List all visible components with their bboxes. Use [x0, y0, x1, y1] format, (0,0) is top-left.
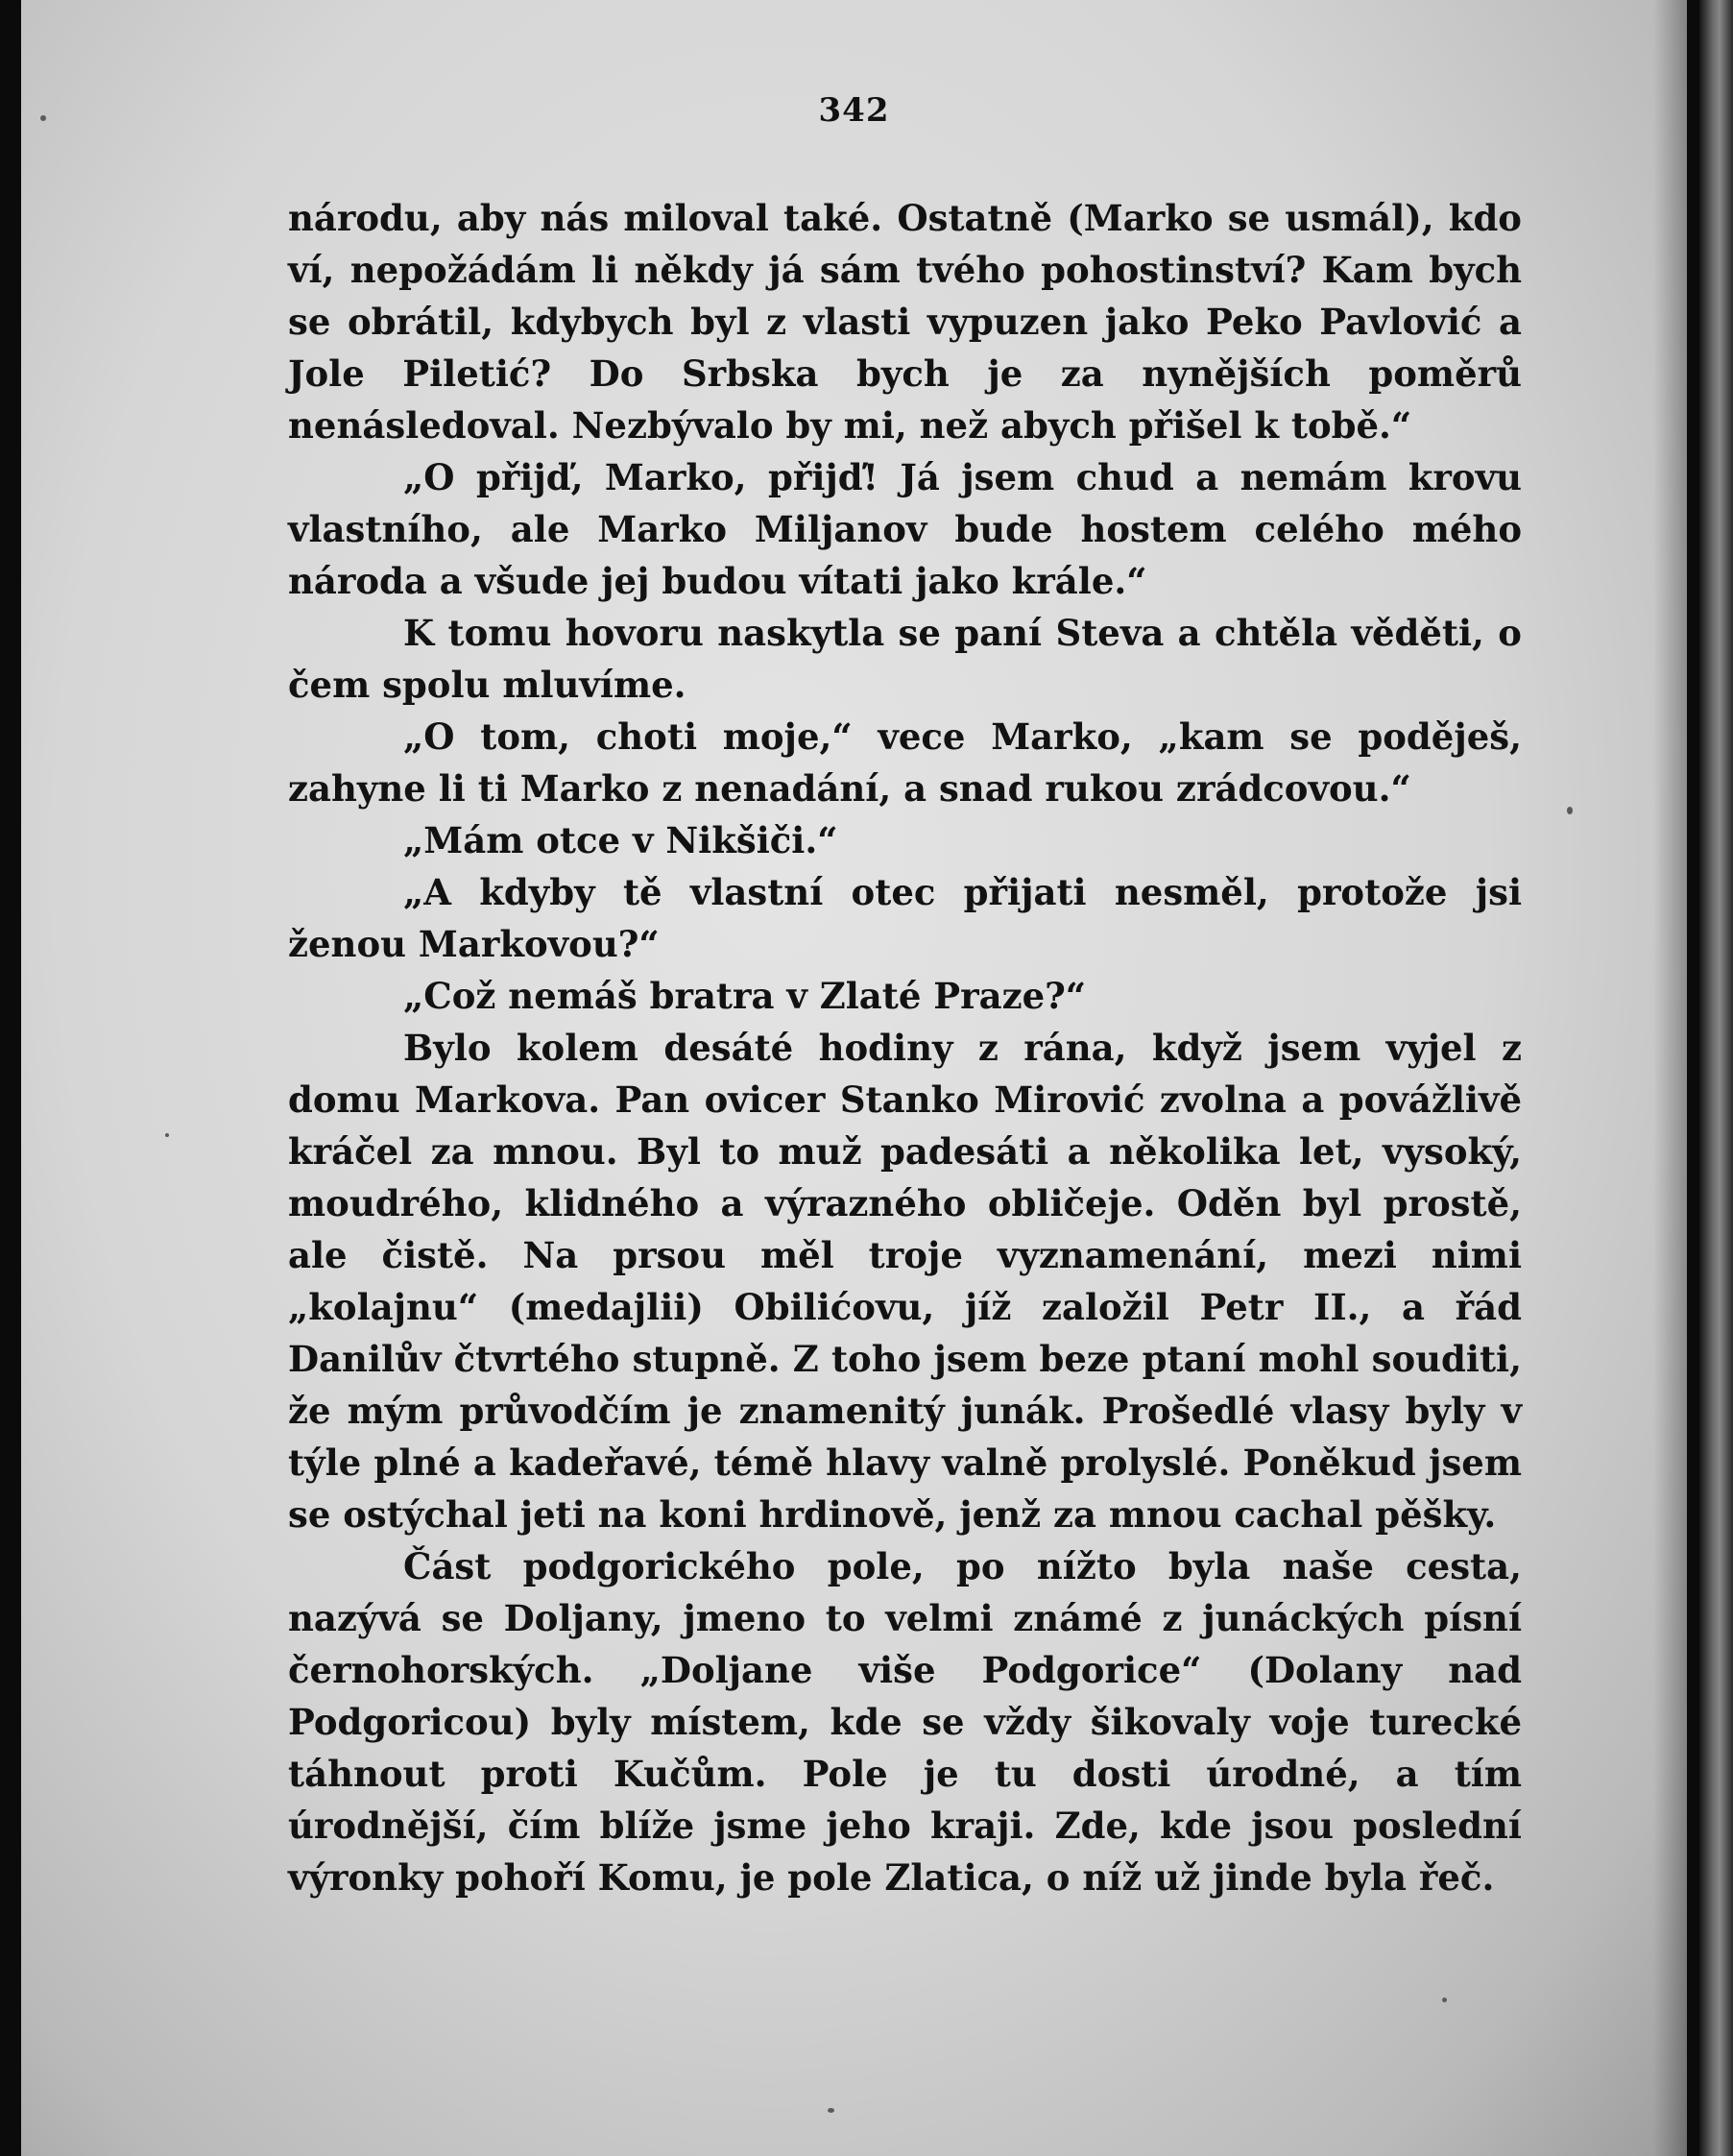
page-number: 342 — [818, 91, 890, 130]
paragraph-7: „Což nemáš bratra v Zlaté Praze?“ — [403, 975, 1087, 1017]
paper-speck — [1567, 807, 1573, 814]
paragraph-1: národu, aby nás miloval také. Ostatně (Marko se usmál), kdo ví, nepožádám li někdy já sám tvého pohostinství? Kam bych se obrátil, kdybych byl z vlasti vypuzen jako Peko Pavlović a Jole Piletić? Do Srbska bych je za nynějších poměrů nenásledoval. Nezbývalo by mi, než abych přišel k tobě.“ — [288, 197, 1522, 447]
paragraph-8: Bylo kolem desáté hodiny z rána, když jsem vyjel z domu Markova. Pan ovicer Stanko Mirović zvolna a povážlivě kráčel za mnou. Byl to muž padesáti a několika let, vysoký, moudrého, klidného a výrazného obličeje. Oděn byl prostě, ale čistě. Na prsou měl troje vyznamenání, mezi nimi „kolajnu“ (medajlii) Obilićovu, jíž založil Petr II., a řád Danilův čtvrtého stupně. Z toho jsem beze ptaní mohl souditi, že mým průvodčím je znamenitý junák. Prošedlé vlasy byly v týle plné a kadeřavé, témě hlavy valně prolyslé. Poněkud jsem se ostýchal jeti na koni hrdinově, jenž za mnou cachal pěšky. — [288, 1027, 1522, 1536]
paper-speck — [828, 2108, 834, 2113]
page-edge-shadow — [1653, 0, 1687, 2156]
paragraph-6: „A kdyby tě vlastní otec přijati nesměl, protože jsi ženou Markovou?“ — [288, 871, 1522, 965]
adjacent-page-edge — [1699, 0, 1733, 2156]
paper-speck — [1442, 1998, 1447, 2002]
body-text — [288, 192, 1522, 1903]
paragraph-4: „O tom, choti moje,“ vece Marko, „kam se poděješ, zahyne li ti Marko z nenadání, a snad rukou zrádcovou.“ — [288, 715, 1522, 810]
paper-speck — [165, 1133, 169, 1137]
book-page — [21, 0, 1687, 2156]
paragraph-2: „O přijď, Marko, přijď! Já jsem chud a nemám krovu vlastního, ale Marko Miljanov bude hostem celého mého národa a všude jej budou vítati jako krále.“ — [288, 456, 1522, 602]
paragraph-9: Část podgorického pole, po nížto byla naše cesta, nazývá se Doljany, jmeno to velmi známé z junáckých písní černohorských. „Doljane više Podgorice“ (Dolany nad Podgoricou) byly místem, kde se vždy šikovaly voje turecké táhnout proti Kučům. Pole je tu dosti úrodné, a tím úrodnější, čím blíže jsme jeho kraji. Zde, kde jsou poslední výronky pohoří Komu, je pole Zlatica, o níž už jinde byla řeč. — [288, 1545, 1522, 1899]
paragraph-3: K tomu hovoru naskytla se paní Steva a chtěla věděti, o čem spolu mluvíme. — [288, 612, 1522, 706]
paragraph-5: „Mám otce v Nikšiči.“ — [403, 819, 838, 861]
